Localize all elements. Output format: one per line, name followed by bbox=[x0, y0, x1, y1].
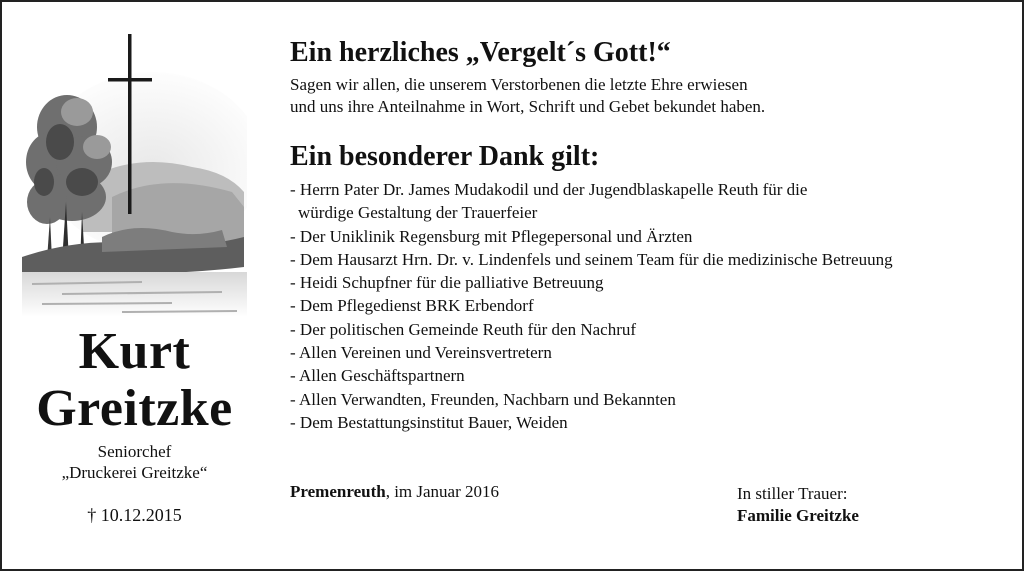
list-item: - Allen Vereinen und Vereinsvertretern bbox=[290, 343, 552, 363]
list-item-continuation: würdige Gestaltung der Trauerfeier bbox=[298, 203, 538, 223]
death-date: † 10.12.2015 bbox=[87, 505, 182, 525]
cross-landscape-illustration bbox=[22, 32, 247, 317]
left-column bbox=[22, 32, 247, 562]
list-item: - Der politischen Gemeinde Reuth für den Nachruf bbox=[290, 319, 637, 339]
family-name: Familie Greitzke bbox=[737, 506, 859, 525]
thanks-list bbox=[290, 178, 990, 434]
list-item: - Der Uniklinik Regensburg mit Pflegepersonal und Ärzten bbox=[290, 226, 693, 246]
main-heading: Ein herzliches „Vergelt´s Gott!“ bbox=[290, 37, 671, 68]
intro-line-2: und uns ihre Anteilnahme in Wort, Schrift und Gebet bekundet haben. bbox=[290, 97, 766, 116]
role-title: Seniorchef bbox=[97, 442, 172, 461]
mourners-signature bbox=[737, 483, 859, 527]
list-item bbox=[290, 178, 990, 225]
list-item: - Dem Pflegedienst BRK Erbendorf bbox=[290, 296, 534, 316]
date-text: , im Januar 2016 bbox=[385, 482, 500, 501]
list-item: - Dem Hausarzt Hrn. Dr. v. Lindenfels und seinem Team für die medizinische Betreuung bbox=[290, 249, 893, 269]
sub-heading: Ein besonderer Dank gilt: bbox=[290, 141, 600, 172]
right-column bbox=[290, 36, 990, 434]
first-name: Kurt bbox=[78, 323, 191, 380]
list-item-text: - Herrn Pater Dr. James Mudakodil und der Jugendblaskapelle Reuth für die bbox=[290, 180, 808, 199]
place-date bbox=[290, 482, 499, 502]
intro-line-1: Sagen wir allen, die unserem Verstorbenen die letzte Ehre erwiesen bbox=[290, 75, 748, 94]
place-name: Premenreuth bbox=[290, 482, 386, 501]
mourning-label: In stiller Trauer: bbox=[737, 484, 848, 503]
list-item: - Allen Geschäftspartnern bbox=[290, 366, 465, 386]
intro-text bbox=[290, 74, 990, 118]
list-item: - Allen Verwandten, Freunden, Nachbarn und Bekannten bbox=[290, 389, 676, 409]
list-item: - Heidi Schupfner für die palliative Betreuung bbox=[290, 273, 604, 293]
company-name: „Druckerei Greitzke“ bbox=[61, 463, 208, 482]
last-name: Greitzke bbox=[36, 380, 233, 437]
list-item: - Dem Bestattungsinstitut Bauer, Weiden bbox=[290, 412, 568, 432]
